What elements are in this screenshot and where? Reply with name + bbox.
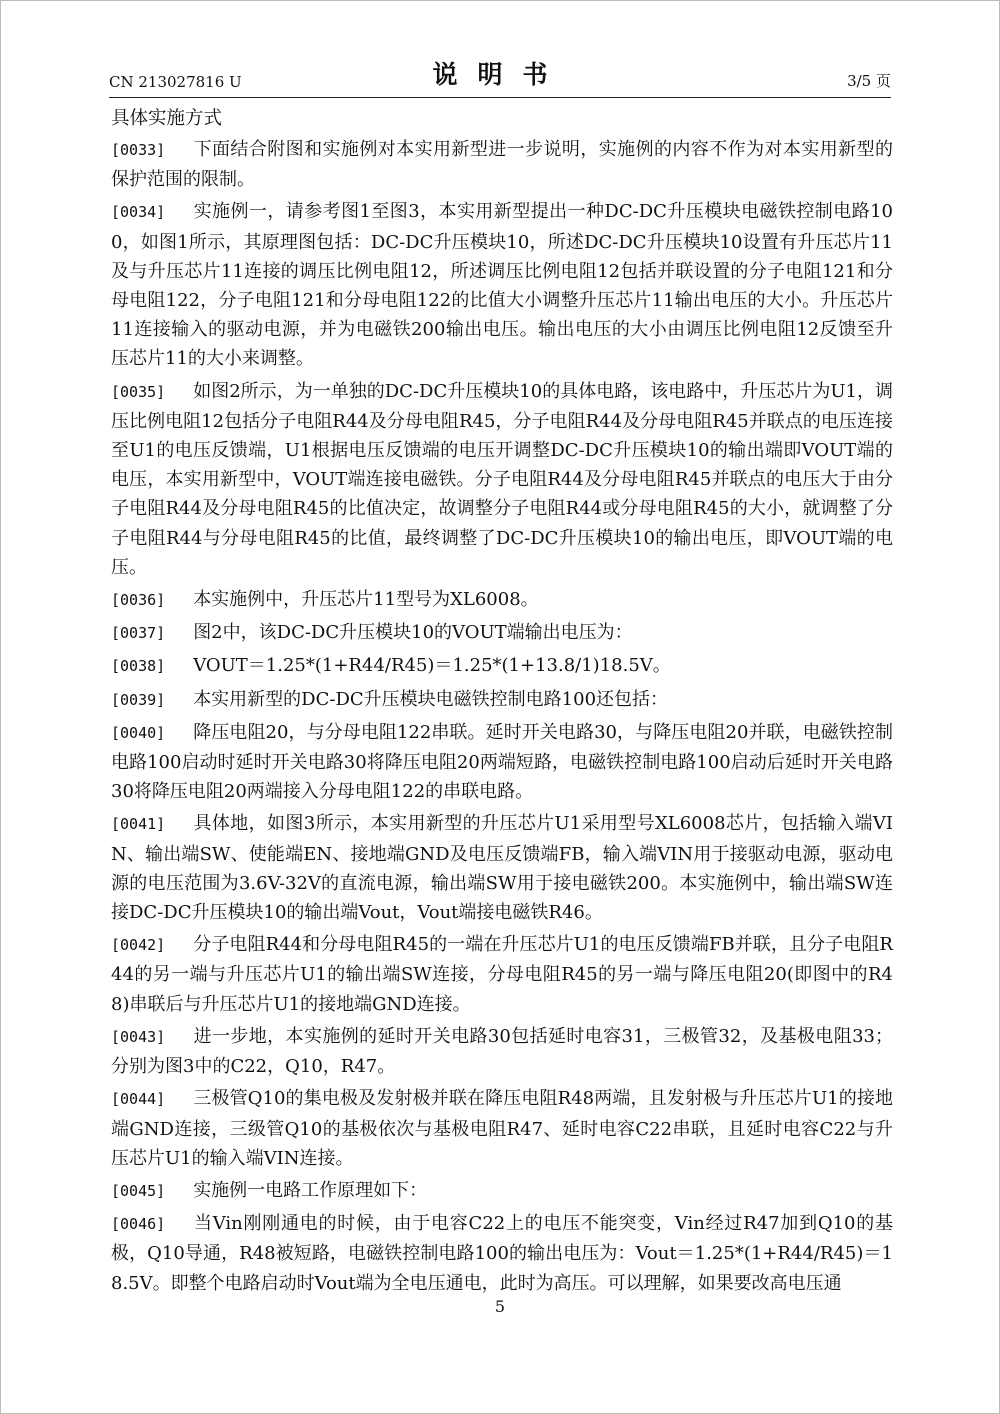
paragraph-0043: [111, 1022, 893, 1081]
document-body: [111, 105, 893, 1301]
paragraph-0045: [111, 1176, 893, 1206]
paragraph-text: 降压电阻20，与分母电阻122串联。延时开关电路30，与降压电阻20并联，电磁铁控制电路100启动时延时开关电路30将降压电阻20两端短路，电磁铁控制电路100启动后延时开关电路30将降压电阻20两端接入分母电阻122的串联电路。: [111, 721, 893, 803]
document-title: 说明书: [432, 60, 568, 89]
paragraph-text: 本实施例中，升压芯片11型号为XL6008。: [193, 589, 539, 611]
paragraph-number: [0042]: [111, 936, 166, 955]
paragraph-text: 进一步地，本实施例的延时开关电路30包括延时电容31，三极管32，及基极电阻33；分别为图3中的C22，Q10，R47。: [111, 1025, 893, 1078]
paragraph-text: 本实用新型的DC-DC升压模块电磁铁控制电路100还包括：: [193, 688, 669, 710]
paragraph-0044: [111, 1084, 893, 1173]
paragraph-0040: [111, 718, 893, 807]
paragraph-number: [0039]: [111, 690, 166, 709]
paragraph-text: 分子电阻R44和分母电阻R45的一端在升压芯片U1的电压反馈端FB并联，且分子电阻R44的另一端与升压芯片U1的输出端SW连接，分母电阻R45的另一端与降压电阻20(即图中的R48)串联后与升压芯片U1的接地端GND连接。: [111, 934, 893, 1015]
publication-number: CN 213027816 U: [109, 73, 242, 91]
paragraph-text: 当Vin刚刚通电的时候，由于电容C22上的电压不能突变，Vin经过R47加到Q10的基极，Q10导通，R48被短路，电磁铁控制电路100的输出电压为：Vout＝1.25*(1+R44/R45)＝18.5V。即整个电路启动时Vout端为全电压通电，此时为高压。可以理解，如果要改高电压通: [111, 1213, 893, 1294]
paragraph-text: VOUT＝1.25*(1+R44/R45)＝1.25*(1+13.8/1)18.5V。: [193, 655, 671, 677]
paragraph-0038: [111, 651, 893, 681]
paragraph-text: 三极管Q10的集电极及发射极并联在降压电阻R48两端，且发射极与升压芯片U1的接地端GND连接，三级管Q10的基极依次与基极电阻R47、延时电容C22串联，且延时电容C22与升压芯片U1的输入端VIN连接。: [111, 1088, 893, 1169]
page-header: [109, 57, 891, 98]
paragraph-0046: [111, 1209, 893, 1298]
paragraph-number: [0037]: [111, 624, 166, 643]
paragraph-0037: [111, 618, 893, 648]
paragraph-number: [0033]: [111, 141, 166, 159]
paragraph-number: [0043]: [111, 1027, 166, 1046]
paragraph-number: [0041]: [111, 815, 166, 834]
paragraph-0035: [111, 377, 893, 582]
section-heading: 具体实施方式: [111, 108, 223, 129]
paragraph-0034: [111, 197, 893, 373]
paragraph-text: 实施例一电路工作原理如下：: [193, 1179, 428, 1201]
paragraph-number: [0034]: [111, 203, 166, 222]
paragraph-number: [0045]: [111, 1181, 166, 1200]
paragraph-0033: [111, 135, 893, 194]
paragraph-0039: [111, 685, 893, 715]
page-number: 5: [494, 1297, 506, 1316]
page-count: 3/5 页: [847, 72, 891, 90]
paragraph-number: [0046]: [111, 1215, 166, 1234]
paragraph-number: [0044]: [111, 1090, 166, 1109]
paragraph-0041: [111, 809, 893, 927]
paragraph-0042: [111, 930, 893, 1019]
paragraph-text: 下面结合附图和实施例对本实用新型进一步说明，实施例的内容不作为对本实用新型的保护范围的限制。: [111, 139, 893, 191]
paragraph-number: [0035]: [111, 382, 166, 401]
paragraph-0036: [111, 585, 893, 615]
paragraph-text: 实施例一，请参考图1至图3，本实用新型提出一种DC-DC升压模块电磁铁控制电路100，如图1所示，其原理图包括：DC-DC升压模块10，所述DC-DC升压模块10设置有升压芯片11及与升压芯片11连接的调压比例电阻12，所述调压比例电阻12包括并联设置的分子电阻121和分母电阻122，分子电阻121和分母电阻122的比值大小调整升压芯片11输出电压的大小。升压芯片11连接输入的驱动电源，并为电磁铁200输出电压。输出电压的大小由调压比例电阻12反馈至升压芯片11的大小来调整。: [111, 201, 893, 370]
paragraph-number: [0036]: [111, 591, 166, 610]
paragraph-text: 具体地，如图3所示，本实用新型的升压芯片U1采用型号XL6008芯片，包括输入端VIN、输出端SW、使能端EN、接地端GND及电压反馈端FB，输入端VIN用于接驱动电源，驱动电源的电压范围为3.6V-32V的直流电源，输出端SW用于接电磁铁200。本实施例中，输出端SW连接DC-DC升压模块10的输出端Vout，Vout端接电磁铁R46。: [111, 813, 893, 924]
paragraph-number: [0038]: [111, 657, 166, 676]
paragraph-text: 图2中，该DC-DC升压模块10的VOUT端输出电压为：: [193, 622, 633, 644]
paragraph-text: 如图2所示，为一单独的DC-DC升压模块10的具体电路，该电路中，升压芯片为U1，调压比例电阻12包括分子电阻R44及分母电阻R45，分子电阻R44及分母电阻R45并联点的电压连接至U1的电压反馈端，U1根据电压反馈端的电压开调整DC-DC升压模块10的输出端即VOUT端的电压，本实用新型中，VOUT端连接电磁铁。分子电阻R44及分母电阻R45并联点的电压大于由分子电阻R44及分母电阻R45的比值决定，故调整分子电阻R44或分母电阻R45的大小，就调整了分子电阻R44与分母电阻R45的比值，最终调整了DC-DC升压模块10的输出电压，即VOUT端的电压。: [111, 380, 893, 578]
paragraph-number: [0040]: [111, 723, 166, 742]
